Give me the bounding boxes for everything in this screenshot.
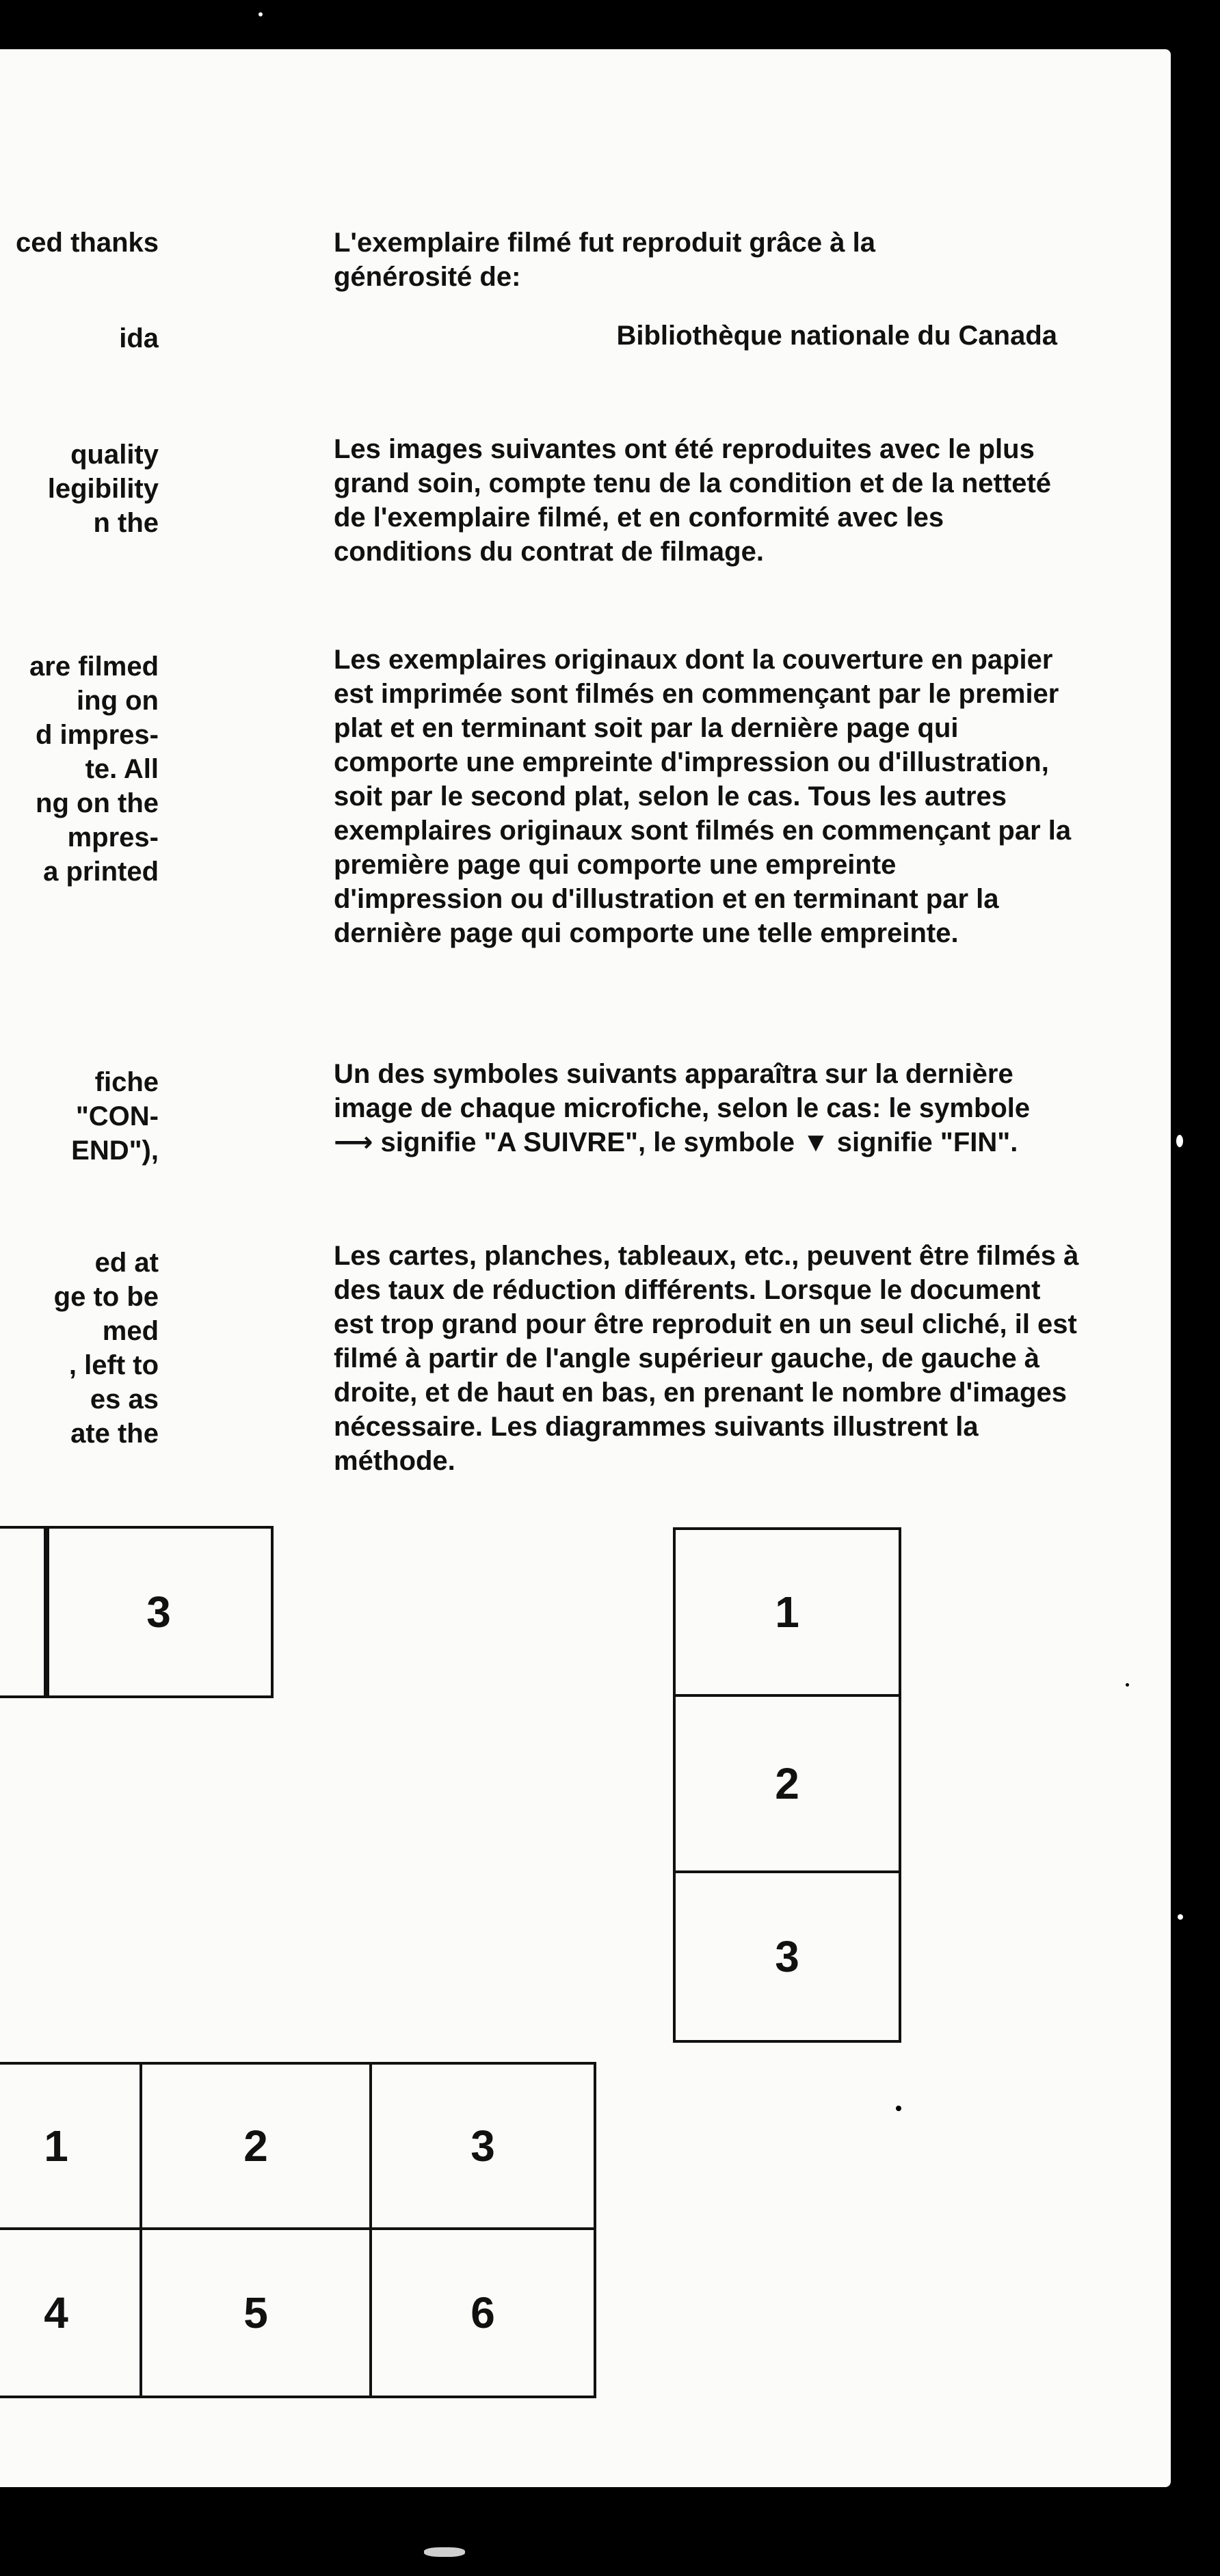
left-line: med bbox=[102, 1316, 159, 1346]
symbols-text-2: signifie "A SUIVRE", le symbole bbox=[373, 1127, 803, 1157]
scan-speck bbox=[258, 12, 263, 16]
diagram-cell: 1 bbox=[673, 1527, 901, 1697]
library-name: Bibliothèque nationale du Canada bbox=[616, 321, 1057, 351]
diagram-cell: 3 bbox=[44, 1526, 274, 1698]
diagram-cell-cropped bbox=[0, 1526, 49, 1698]
left-line: are filmed bbox=[29, 652, 159, 682]
left-paragraph-5 bbox=[0, 1065, 159, 1168]
left-line: ate the bbox=[70, 1419, 159, 1449]
left-line: a printed bbox=[43, 857, 159, 887]
left-line: ng on the bbox=[36, 788, 159, 818]
left-line: , left to bbox=[68, 1350, 159, 1380]
left-line: es as bbox=[90, 1384, 159, 1414]
left-line: ced thanks bbox=[16, 228, 159, 258]
left-line: quality bbox=[70, 440, 159, 470]
diagram-cell: 1 bbox=[0, 2062, 142, 2230]
intro-text: L'exemplaire filmé fut reproduit grâce à la générosité de: bbox=[334, 228, 875, 292]
left-line: te. All bbox=[85, 754, 159, 784]
left-line: ida bbox=[119, 323, 159, 353]
left-paragraph-2 bbox=[0, 321, 159, 355]
paragraph-symbols bbox=[334, 1057, 1072, 1159]
paragraph-method: Les cartes, planches, tableaux, etc., peuvent être filmés à des taux de réduction différents. Lorsque le document est trop grand pour être reproduit en un seul cliché, il est filmé à partir de l'angle supérieur gauche, de gauche à droite, et de haut en bas, en prenant le nombre d'images nécessaire. Les diagrammes suivants illustrent la méthode. bbox=[334, 1241, 1079, 1476]
left-paragraph-4 bbox=[0, 649, 159, 889]
scan-speck bbox=[896, 2106, 901, 2111]
diagram-cell: 6 bbox=[369, 2227, 596, 2398]
symbols-text-3: signifie "FIN". bbox=[829, 1127, 1018, 1157]
left-paragraph-6 bbox=[0, 1246, 159, 1451]
left-line: mpres- bbox=[67, 822, 159, 853]
left-line: d impres- bbox=[35, 720, 159, 750]
left-line: "CON- bbox=[75, 1101, 159, 1131]
paragraph-conditions: Les images suivantes ont été reproduites avec le plus grand soin, compte tenu de la condition et de la netteté de l'exemplaire filmé, et en conformité avec les conditions du contrat de filmage. bbox=[334, 434, 1052, 567]
scan-speck bbox=[424, 2547, 465, 2557]
left-paragraph-3 bbox=[0, 438, 159, 540]
left-line: ing on bbox=[77, 686, 159, 716]
scan-speck bbox=[1126, 1683, 1129, 1687]
document-page bbox=[0, 49, 1171, 2487]
triangle-down-icon: ▼ bbox=[802, 1127, 830, 1157]
left-line: fiche bbox=[94, 1067, 159, 1097]
left-line: n the bbox=[93, 508, 159, 538]
scan-speck bbox=[1178, 1914, 1183, 1920]
left-line: ge to be bbox=[53, 1282, 159, 1312]
diagram-cell: 4 bbox=[0, 2227, 142, 2398]
diagram-cell: 2 bbox=[140, 2062, 372, 2230]
arrow-icon: ⟶ bbox=[334, 1127, 373, 1157]
scan-speck bbox=[1176, 1135, 1183, 1147]
left-line: END"), bbox=[71, 1136, 159, 1166]
paragraph-originals: Les exemplaires originaux dont la couverture en papier est imprimée sont filmés en commençant par le premier plat et en terminant soit par la dernière page qui comporte une empreinte d'impression ou d'illustration, soit par le second plat, selon le cas. Tous les autres exemplaires originaux sont filmés en commençant par la première page qui comporte une empreinte d'impression ou d'illustration et en terminant par la dernière page qui comporte une telle empreinte. bbox=[334, 645, 1072, 948]
left-line: legibility bbox=[47, 474, 159, 504]
left-line: ed at bbox=[94, 1248, 159, 1278]
symbols-text-1: Un des symboles suivants apparaîtra sur la dernière image de chaque microfiche, selon le cas: le symbole bbox=[334, 1059, 1031, 1123]
diagram-cell: 3 bbox=[369, 2062, 596, 2230]
left-paragraph-1 bbox=[0, 226, 159, 260]
diagram-cell: 5 bbox=[140, 2227, 372, 2398]
diagram-cell: 3 bbox=[673, 1870, 901, 2043]
diagram-cell: 2 bbox=[673, 1694, 901, 1873]
